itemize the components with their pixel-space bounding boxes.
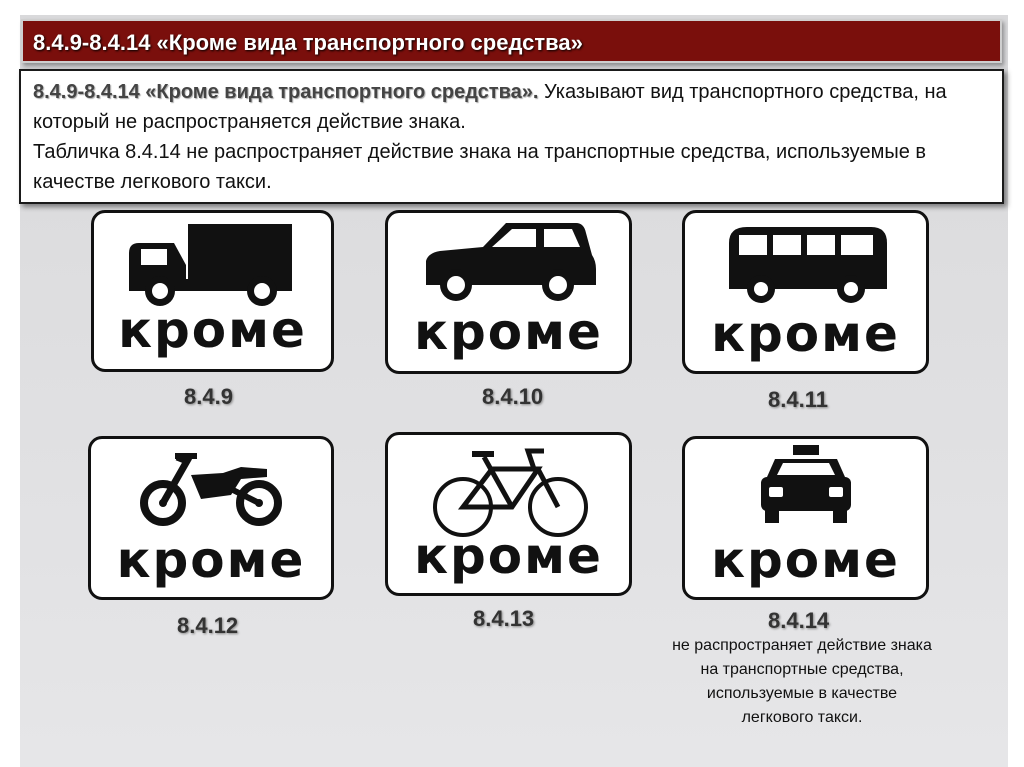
sign-code: 8.4.10 [482, 384, 544, 409]
description-box [19, 69, 1004, 204]
sign-code: 8.4.11 [768, 387, 828, 412]
sign-word: кроме [116, 531, 306, 589]
sign-8-4-12 [88, 436, 334, 600]
sign-8-4-11 [682, 210, 929, 374]
sign-word: кроме [118, 301, 307, 359]
sign-word: кроме [414, 303, 603, 361]
sign-code: 8.4.9 [184, 384, 233, 409]
sign-8-4-10 [385, 210, 632, 374]
description-line2: Табличка 8.4.14 не распространяет действие знака на транспортные средства, используемые в качестве легкового такси. [33, 141, 926, 193]
sign-word: кроме [711, 305, 900, 363]
page-title: 8.4.9-8.4.14 «Кроме вида транспортного средства» [33, 30, 583, 55]
title-bar [21, 19, 1002, 63]
taxi-note: не распространяет действие знака на транспортные средства, используемые в качестве легкового такси. [672, 637, 932, 726]
sign-code: 8.4.14 [768, 608, 830, 633]
sign-8-4-13 [385, 432, 632, 596]
description-line1: Указывают вид транспортного средства, на который не распространяется действие знака. [33, 81, 947, 133]
sign-code: 8.4.13 [473, 606, 535, 631]
sign-word: кроме [711, 531, 900, 589]
sign-word: кроме [414, 527, 603, 585]
description-lead: 8.4.9-8.4.14 «Кроме вида транспортного средства». [33, 81, 539, 103]
sign-code: 8.4.12 [177, 613, 239, 638]
sign-8-4-14 [682, 436, 929, 600]
sign-8-4-9 [91, 210, 334, 372]
